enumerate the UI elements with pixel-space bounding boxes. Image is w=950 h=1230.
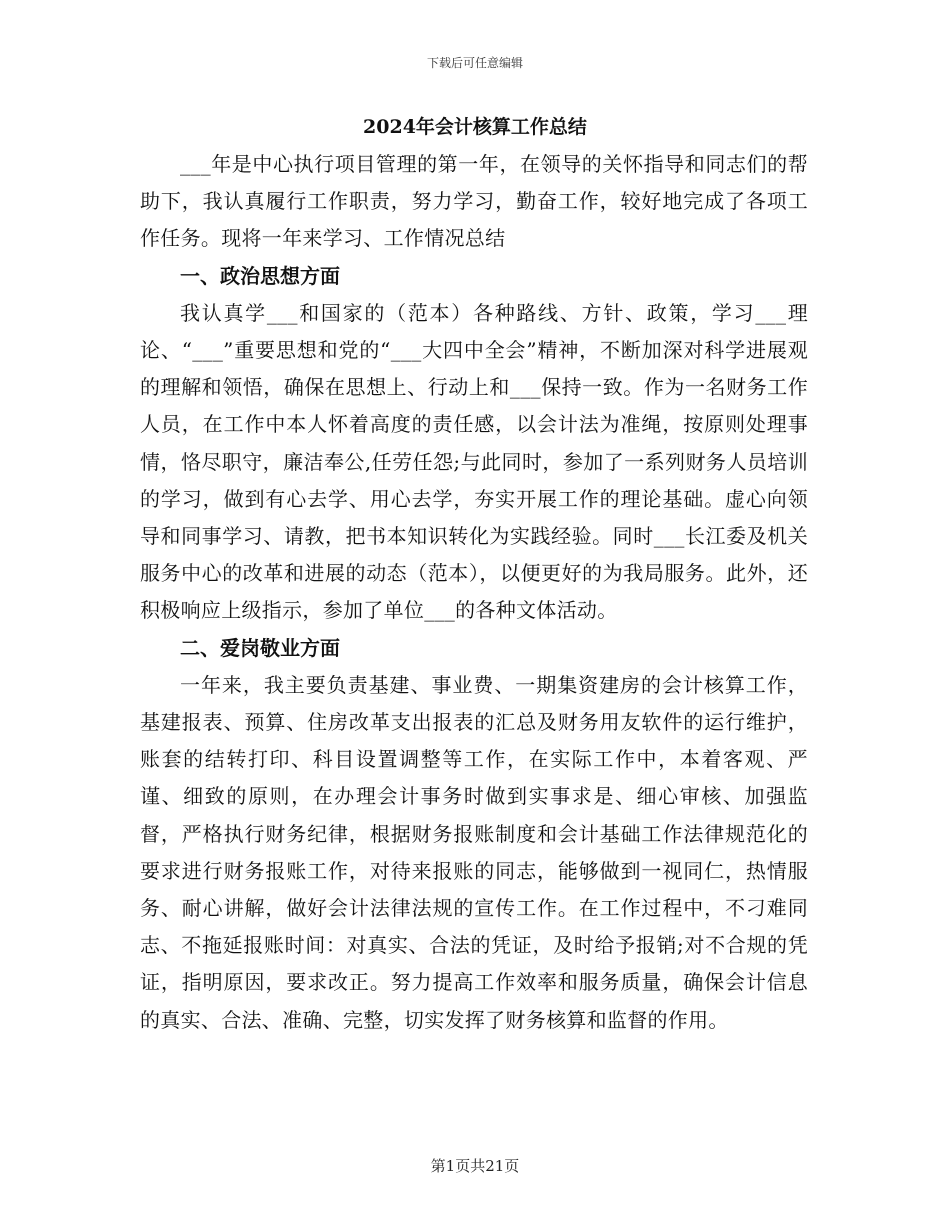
section-heading-political: 一、政治思想方面 bbox=[180, 263, 340, 288]
document-body bbox=[140, 146, 808, 1039]
page-number: 第1页共21页 bbox=[430, 1157, 520, 1175]
document-title: 2024年会计核算工作总结 bbox=[363, 116, 587, 138]
intro-paragraph: ___年是中心执行项目管理的第一年，在领导的关怀指导和同志们的帮助下，我认真履行工作职责，努力学习，勤奋工作，较好地完成了各项工作任务。现将一年来学习、工作情况总结 bbox=[140, 152, 808, 251]
section-paragraph-dedication: 一年来，我主要负责基建、事业费、一期集资建房的会计核算工作，基建报表、预算、住房改革支出报表的汇总及财务用友软件的运行维护，账套的结转打印、科目设置调整等工作，在实际工作中，本着客观、严谨、细致的原则，在办理会计事务时做到实事求是、细心审核、加强监督，严格执行财务纪律，根据财务报账制度和会计基础工作法律规范化的要求进行财务报账工作，对待来报账的同志，能够做到一视同仁，热情服务、耐心讲解，做好会计法律法规的宣传工作。在工作过程中，不刁难同志、不拖延报账时间：对真实、合法的凭证，及时给予报销;对不合规的凭证，指明原因，要求改正。努力提高工作效率和服务质量，确保会计信息的真实、合法、准确、完整，切实发挥了财务核算和监督的作用。 bbox=[140, 672, 808, 1032]
page-header-note: 下载后可任意编辑 bbox=[426, 56, 523, 70]
section-heading-dedication: 二、爱岗敬业方面 bbox=[180, 635, 340, 660]
section-paragraph-political: 我认真学___和国家的（范本）各种路线、方针、政策，学习___理论、“___”重要思想和党的“___大四中全会”精神，不断加深对科学进展观的理解和领悟，确保在思想上、行动上和___保持一致。作为一名财务工作人员，在工作中本人怀着高度的责任感，以会计法为准绳，按原则处理事情，恪尽职守，廉洁奉公,任劳任怨;与此同时，参加了一系列财务人员培训的学习，做到有心去学、用心去学，夯实开展工作的理论基础。虚心向领导和同事学习、请教，把书本知识转化为实践经验。同时___长江委及机关服务中心的改革和进展的动态（范本），以便更好的为我局服务。此外，还积极响应上级指示，参加了单位___的各种文体活动。 bbox=[140, 300, 808, 623]
